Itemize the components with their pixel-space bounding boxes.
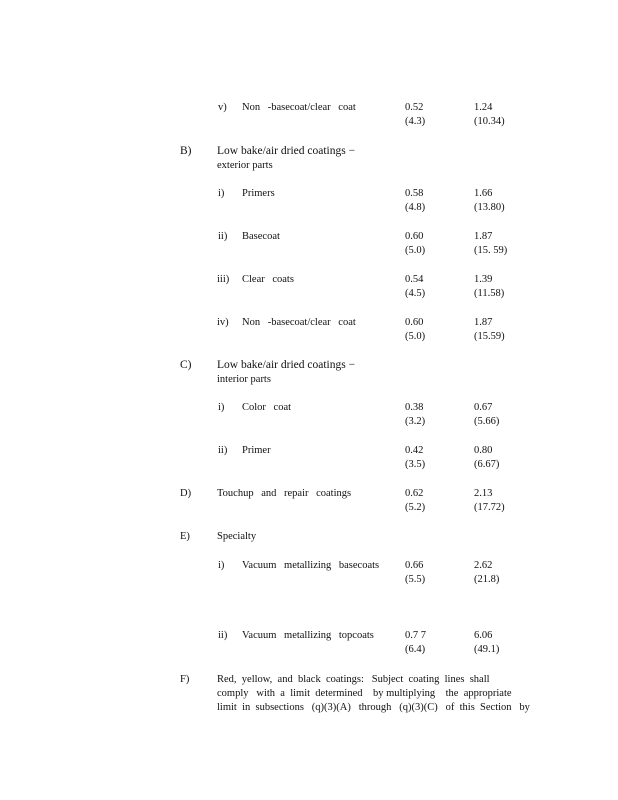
- limit-value-metric: (6.4): [405, 644, 426, 655]
- limit-value: 0.54: [405, 274, 424, 285]
- limit-value-metric: (15.59): [474, 331, 505, 342]
- limit-value-metric: (5.0): [405, 245, 426, 256]
- limit-value-metric: (4.5): [405, 288, 426, 299]
- paragraph-line: Red, yellow, and black coatings: Subject coating lines shall: [217, 674, 490, 685]
- limit-value: 0.7 7: [405, 630, 426, 641]
- limit-value-metric: (3.2): [405, 416, 426, 427]
- item-number: v): [218, 102, 227, 113]
- limit-value: 2.13: [474, 488, 493, 499]
- section-letter: E): [180, 531, 190, 542]
- limit-value: 0.66: [405, 560, 424, 571]
- item-label: Basecoat: [242, 231, 280, 242]
- item-label: Primer: [242, 445, 271, 456]
- limit-value-metric: (5.2): [405, 502, 426, 513]
- limit-value-metric: (17.72): [474, 502, 505, 513]
- limit-value: 0.67: [474, 402, 493, 413]
- item-number: ii): [218, 630, 228, 641]
- limit-value: 0.52: [405, 102, 424, 113]
- limit-value: 0.62: [405, 488, 424, 499]
- limit-value: 0.80: [474, 445, 493, 456]
- item-number: i): [218, 188, 225, 199]
- item-label: Clear coats: [242, 274, 294, 285]
- limit-value: 0.42: [405, 445, 424, 456]
- item-number: i): [218, 560, 225, 571]
- item-number: i): [218, 402, 225, 413]
- limit-value: 0.60: [405, 317, 424, 328]
- section-letter: D): [180, 488, 192, 499]
- section-heading-line2: exterior parts: [217, 160, 273, 171]
- limit-value-metric: (5.66): [474, 416, 500, 427]
- limit-value-metric: (4.3): [405, 116, 426, 127]
- paragraph-line: comply with a limit determined by multiplying the appropriate: [217, 688, 512, 699]
- paragraph-line: limit in subsections (q)(3)(A) through (q)(3)(C) of this Section by: [217, 702, 530, 713]
- section-letter: C): [180, 359, 192, 371]
- limit-value-metric: (5.5): [405, 574, 426, 585]
- section-heading-line2: interior parts: [217, 374, 271, 385]
- limit-value-metric: (5.0): [405, 331, 426, 342]
- item-label: Non -basecoat/clear coat: [242, 102, 356, 113]
- limit-value: 6.06: [474, 630, 493, 641]
- section-letter: B): [180, 145, 192, 157]
- limit-value-metric: (10.34): [474, 116, 505, 127]
- limit-value: 1.87: [474, 231, 493, 242]
- limit-value: 1.24: [474, 102, 493, 113]
- limit-value-metric: (15. 59): [474, 245, 508, 256]
- item-number: ii): [218, 445, 228, 456]
- item-label: Color coat: [242, 402, 292, 413]
- limit-value-metric: (3.5): [405, 459, 426, 470]
- item-number: ii): [218, 231, 228, 242]
- limit-value: 0.60: [405, 231, 424, 242]
- limit-value: 0.38: [405, 402, 424, 413]
- limit-value-metric: (49.1): [474, 644, 500, 655]
- item-label: Vacuum metallizing basecoats: [242, 560, 380, 571]
- section-letter: F): [180, 674, 190, 685]
- item-label: Primers: [242, 188, 275, 199]
- item-number: iii): [217, 274, 230, 285]
- item-number: iv): [217, 317, 229, 328]
- limit-value: 1.87: [474, 317, 493, 328]
- limit-value: 1.39: [474, 274, 493, 285]
- limit-value: 1.66: [474, 188, 493, 199]
- limit-value: 0.58: [405, 188, 424, 199]
- item-label: Touchup and repair coatings: [217, 488, 352, 499]
- limit-value: 2.62: [474, 560, 493, 571]
- limit-value-metric: (11.58): [474, 288, 505, 299]
- limit-value-metric: (6.67): [474, 459, 500, 470]
- limit-value-metric: (13.80): [474, 202, 505, 213]
- item-label: Vacuum metallizing topcoats: [242, 630, 374, 641]
- section-heading: Low bake/air dried coatings −: [217, 359, 356, 371]
- section-heading: Low bake/air dried coatings −: [217, 145, 356, 157]
- section-heading: Specialty: [217, 531, 257, 542]
- limit-value-metric: (21.8): [474, 574, 500, 585]
- limit-value-metric: (4.8): [405, 202, 426, 213]
- item-label: Non -basecoat/clear coat: [242, 317, 356, 328]
